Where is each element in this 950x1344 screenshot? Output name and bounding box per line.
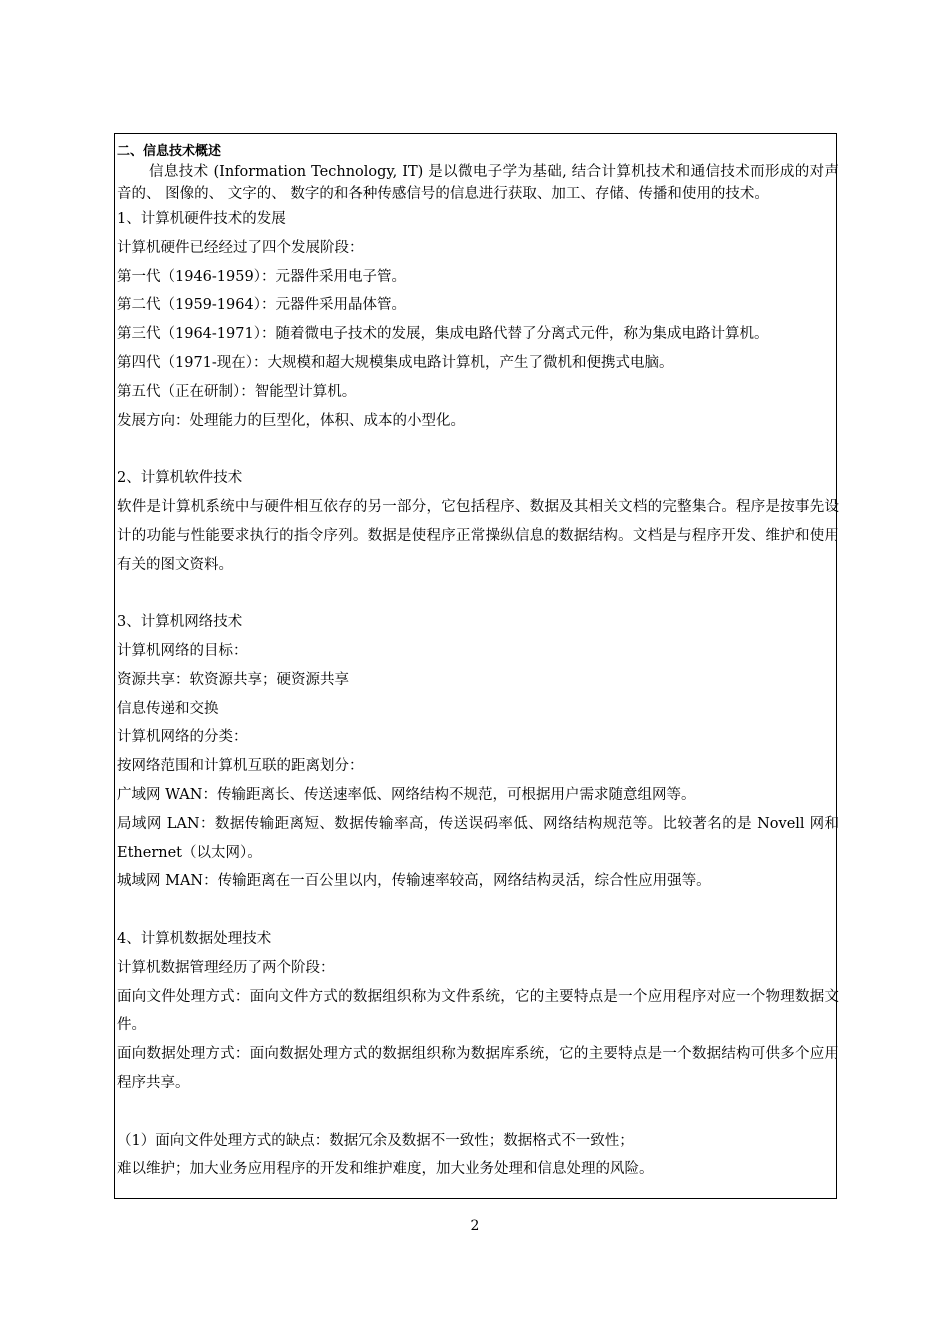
- software-title: 2、计算机软件技术: [117, 470, 243, 487]
- db-mode-paragraph: 面向数据处理方式：面向数据处理方式的数据组织称为数据库系统，它的主要特点是一个数据结构可供多个应用程序共享。: [117, 1046, 839, 1091]
- hardware-title: 1、计算机硬件技术的发展: [117, 211, 286, 227]
- network-line: 计算机网络的分类：: [117, 729, 248, 746]
- drawback-line: 难以维护；加大业务应用程序的开发和维护难度，加大业务处理和信息处理的风险。: [117, 1161, 654, 1178]
- drawback-line: （1）面向文件处理方式的缺点：数据冗余及数据不一致性；数据格式不一致性；: [117, 1132, 634, 1149]
- spacer: [117, 1098, 839, 1127]
- network-line: 信息传递和交换: [117, 700, 219, 717]
- software-paragraph: 软件是计算机系统中与硬件相互依存的另一部分，它包括程序、数据及其相关文档的完整集合。程序是按事先设计的功能与性能要求执行的指令序列。数据是使程序正常操纵信息的数据结构。文档是与程序开发、维护和使用有关的图文资料。: [117, 498, 839, 573]
- network-line: 资源共享：软资源共享；硬资源共享: [117, 671, 349, 688]
- network-line: 按网络范围和计算机互联的距离划分：: [117, 758, 364, 775]
- hardware-line: 第四代（1971-现在）：大规模和超大规模集成电路计算机，产生了微机和便携式电脑。: [117, 354, 674, 371]
- network-line: 计算机网络的目标：: [117, 642, 248, 659]
- section-heading: 二、信息技术概述: [117, 144, 222, 159]
- network-title: 3、计算机网络技术: [117, 614, 243, 631]
- hardware-line: 第五代（正在研制）：智能型计算机。: [117, 383, 357, 400]
- intro-paragraph: 信息技术 (Information Technology, IT) 是以微电子学为基础, 结合计算机技术和通信技术而形成的对声音的、 图像的、 文字的、 数字的和各种传感信号的信息进行获取、加工、存储、传播和使用的技术。: [117, 164, 839, 202]
- hardware-line: 第一代（1946-1959）：元器件采用电子管。: [117, 268, 406, 285]
- spacer: [117, 579, 839, 608]
- hardware-line: 第三代（1964-1971）：随着微电子技术的发展，集成电路代替了分离式元件，称为集成电路计算机。: [117, 326, 769, 343]
- hardware-line: 发展方向：处理能力的巨型化，体积、成本的小型化。: [117, 412, 465, 429]
- document-body: [117, 142, 839, 1184]
- man-line: 城域网 MAN：传输距离在一百公里以内，传输速率较高，网络结构灵活，综合性应用强等。: [117, 873, 711, 890]
- network-line: 广域网 WAN：传输距离长、传送速率低、网络结构不规范，可根据用户需求随意组网等。: [117, 786, 696, 803]
- spacer: [117, 435, 839, 464]
- lan-paragraph: 局域网 LAN：数据传输距离短、数据传输率高，传送误码率低、网络结构规范等。比较著名的是 Novell 网和 Ethernet（以太网）。: [117, 815, 839, 861]
- hardware-line: 第二代（1959-1964）：元器件采用晶体管。: [117, 297, 406, 314]
- data-processing-title: 4、计算机数据处理技术: [117, 930, 272, 947]
- spacer: [117, 896, 839, 925]
- data-processing-line: 计算机数据管理经历了两个阶段：: [117, 959, 335, 976]
- file-mode-paragraph: 面向文件处理方式：面向文件方式的数据组织称为文件系统，它的主要特点是一个应用程序对应一个物理数据文件。: [117, 988, 839, 1034]
- hardware-line: 计算机硬件已经经过了四个发展阶段：: [117, 239, 364, 256]
- page-number: 2: [470, 1218, 480, 1234]
